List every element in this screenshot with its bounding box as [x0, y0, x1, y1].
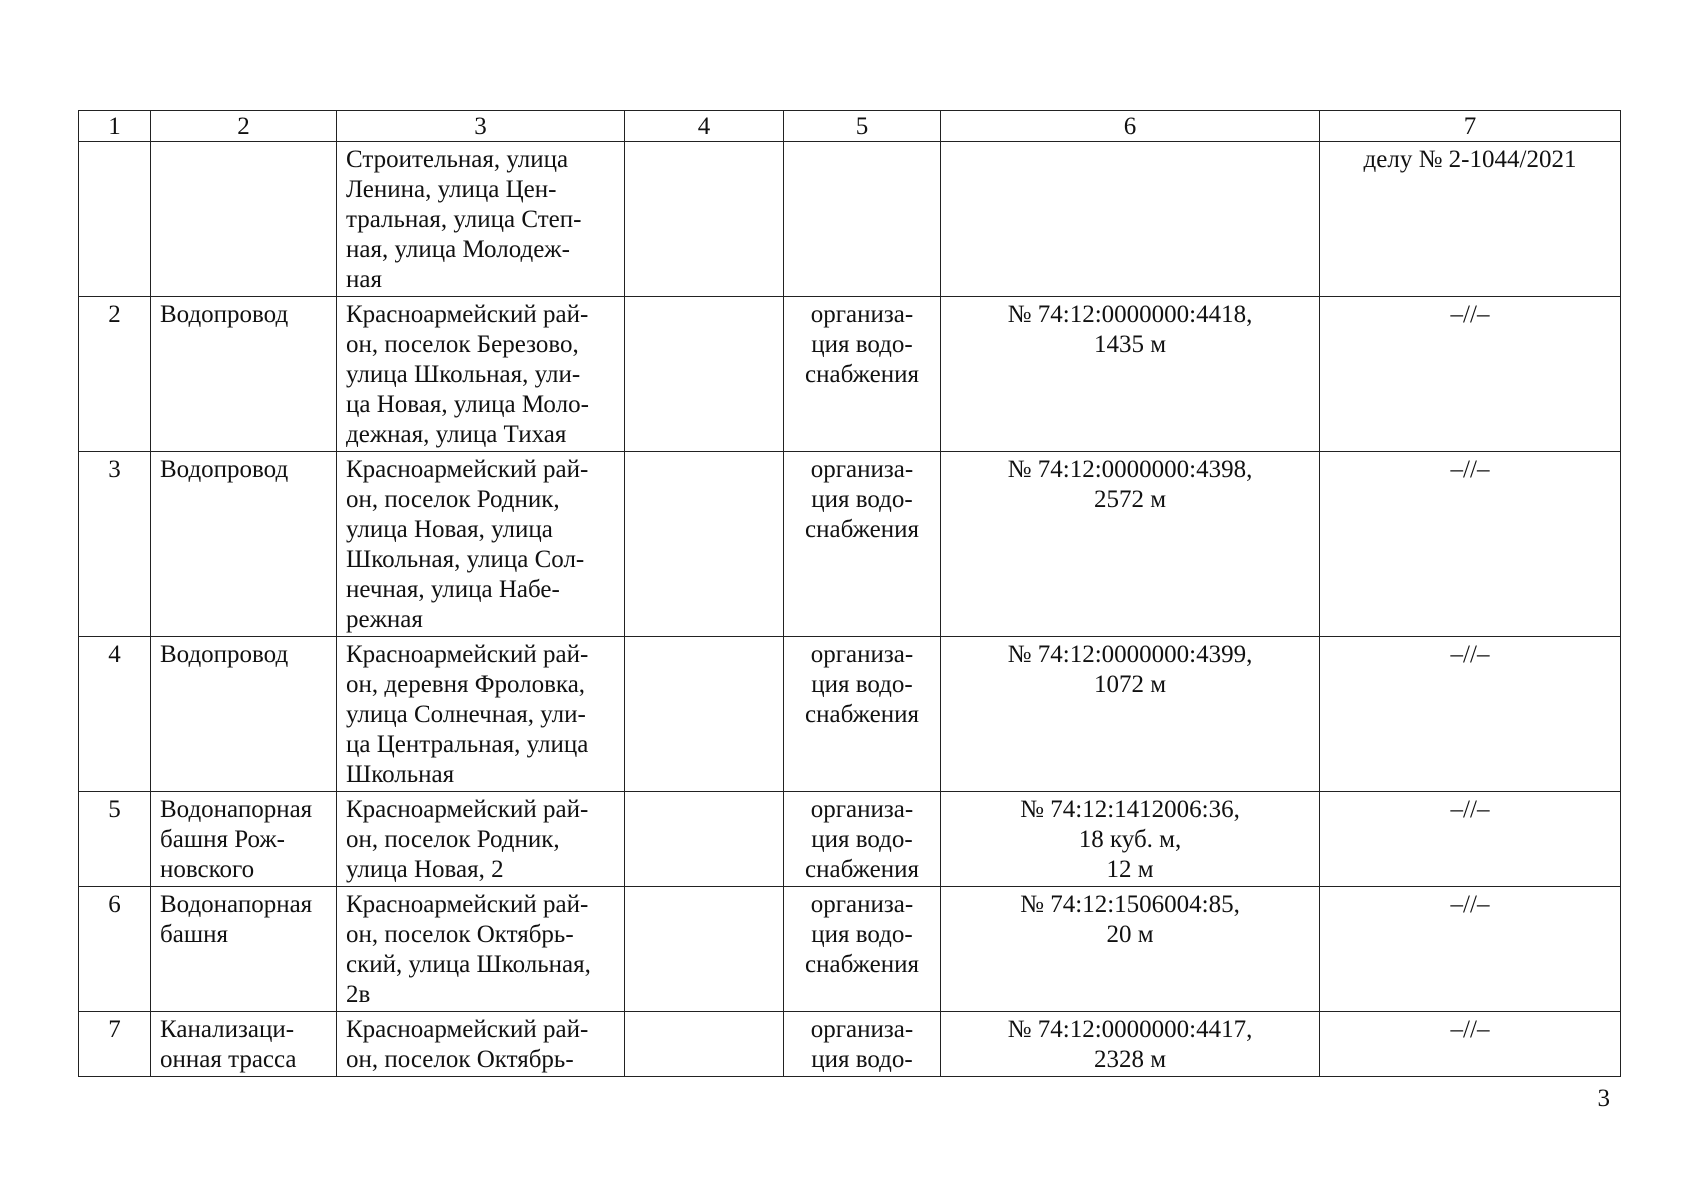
organization-cell — [784, 142, 941, 297]
address-line: ца Центральная, улица — [346, 731, 589, 758]
cadastral-number-line: 2572 м — [1093, 486, 1167, 513]
row-number-cell — [79, 792, 151, 887]
address-line: Красноармейский рай- — [346, 641, 589, 668]
object-name-line: онная трасса — [160, 1046, 297, 1073]
page-number: 3 — [1597, 1085, 1610, 1112]
address-cell — [337, 792, 625, 887]
note-line: делу № 2-1044/2021 — [1363, 146, 1577, 173]
object-name-cell — [151, 792, 337, 887]
note-cell — [1320, 452, 1621, 637]
address-cell — [337, 637, 625, 792]
address-cell — [337, 142, 625, 297]
address-line: он, поселок Октябрь- — [346, 921, 574, 948]
organization-line: ция водо- — [811, 486, 913, 513]
organization-line: организа- — [810, 301, 914, 328]
column-4-cell — [625, 792, 784, 887]
organization-cell — [784, 452, 941, 637]
address-line: ский, улица Школьная, — [346, 951, 591, 978]
cadastral-number-cell — [941, 637, 1320, 792]
address-line: он, поселок Родник, — [346, 826, 560, 853]
row-number-text: 7 — [108, 1016, 121, 1043]
organization-line: ция водо- — [811, 1046, 913, 1073]
note-cell — [1320, 1012, 1621, 1077]
address-cell — [337, 1012, 625, 1077]
organization-line: организа- — [810, 796, 914, 823]
address-line: Красноармейский рай- — [346, 1016, 589, 1043]
object-name-cell — [151, 887, 337, 1012]
address-line: улица Новая, 2 — [346, 856, 504, 883]
cadastral-number-line: 20 м — [1106, 921, 1154, 948]
note-line: –//– — [1450, 641, 1490, 668]
object-name-line: Канализаци- — [160, 1016, 295, 1043]
cadastral-number-cell — [941, 792, 1320, 887]
table-row — [79, 792, 1621, 887]
address-line: Ленина, улица Цен- — [346, 176, 557, 203]
row-number-text: 2 — [108, 301, 121, 328]
table-body — [79, 142, 1621, 1077]
organization-cell — [784, 297, 941, 452]
cadastral-number-line: № 74:12:0000000:4398, — [1007, 456, 1253, 483]
cadastral-number-cell — [941, 887, 1320, 1012]
address-line: 2в — [346, 981, 371, 1008]
table-row — [79, 887, 1621, 1012]
cadastral-number-line: 1072 м — [1093, 671, 1167, 698]
cadastral-number-cell — [941, 142, 1320, 297]
cadastral-number-line: № 74:12:0000000:4417, — [1007, 1016, 1253, 1043]
note-line: –//– — [1450, 456, 1490, 483]
organization-cell — [784, 1012, 941, 1077]
address-line: Красноармейский рай- — [346, 301, 589, 328]
organization-line: снабжения — [805, 951, 919, 978]
address-line: тральная, улица Степ- — [346, 206, 582, 233]
row-number-text: 3 — [108, 456, 121, 483]
address-line: дежная, улица Тихая — [346, 421, 567, 448]
address-line: ца Новая, улица Моло- — [346, 391, 589, 418]
organization-line: снабжения — [805, 701, 919, 728]
note-cell — [1320, 637, 1621, 792]
cadastral-number-line: № 74:12:1412006:36, — [1020, 796, 1240, 823]
address-line: он, поселок Октябрь- — [346, 1046, 574, 1073]
object-name-line: башня — [160, 921, 228, 948]
object-name-line: Водонапорная — [160, 796, 313, 823]
row-number-text: 6 — [108, 891, 121, 918]
cadastral-number-cell — [941, 452, 1320, 637]
object-name-line: Водопровод — [160, 641, 289, 668]
note-cell — [1320, 887, 1621, 1012]
cadastral-number-cell — [941, 297, 1320, 452]
organization-line: снабжения — [805, 516, 919, 543]
address-line: нечная, улица Набе- — [346, 576, 560, 603]
organization-line: ция водо- — [811, 331, 913, 358]
address-line: ная, улица Молодеж- — [346, 236, 570, 263]
organization-line: ция водо- — [811, 671, 913, 698]
organization-line: организа- — [810, 891, 914, 918]
column-number-4: 4 — [625, 111, 784, 142]
address-cell — [337, 452, 625, 637]
registry-table — [78, 110, 1621, 1077]
table-row — [79, 637, 1621, 792]
organization-cell — [784, 637, 941, 792]
address-line: он, деревня Фроловка, — [346, 671, 586, 698]
table-row — [79, 1012, 1621, 1077]
object-name-cell — [151, 452, 337, 637]
cadastral-number-line: 1435 м — [1093, 331, 1167, 358]
column-number-5: 5 — [784, 111, 941, 142]
column-4-cell — [625, 142, 784, 297]
column-number-6: 6 — [941, 111, 1320, 142]
address-cell — [337, 297, 625, 452]
organization-cell — [784, 792, 941, 887]
column-4-cell — [625, 297, 784, 452]
address-line: ная — [346, 266, 382, 293]
note-line: –//– — [1450, 301, 1490, 328]
row-number-cell — [79, 1012, 151, 1077]
column-number-2: 2 — [151, 111, 337, 142]
organization-line: снабжения — [805, 361, 919, 388]
cadastral-number-cell — [941, 1012, 1320, 1077]
address-line: улица Солнечная, ули- — [346, 701, 586, 728]
note-cell — [1320, 142, 1621, 297]
address-line: Красноармейский рай- — [346, 891, 589, 918]
object-name-line: Водонапорная — [160, 891, 313, 918]
object-name-cell — [151, 637, 337, 792]
note-line: –//– — [1450, 891, 1490, 918]
row-number-text: 5 — [108, 796, 121, 823]
address-cell — [337, 887, 625, 1012]
organization-line: организа- — [810, 641, 914, 668]
address-line: режная — [346, 606, 423, 633]
column-4-cell — [625, 887, 784, 1012]
address-line: улица Школьная, ули- — [346, 361, 581, 388]
column-4-cell — [625, 637, 784, 792]
cadastral-number-line: № 74:12:1506004:85, — [1020, 891, 1240, 918]
cadastral-number-line: 18 куб. м, — [1078, 826, 1182, 853]
column-number-1: 1 — [79, 111, 151, 142]
note-cell — [1320, 792, 1621, 887]
organization-line: снабжения — [805, 856, 919, 883]
row-number-cell — [79, 637, 151, 792]
address-line: Школьная — [346, 761, 455, 788]
note-line: –//– — [1450, 796, 1490, 823]
row-number-cell — [79, 297, 151, 452]
organization-line: организа- — [810, 456, 914, 483]
address-line: он, поселок Березово, — [346, 331, 579, 358]
address-line: Красноармейский рай- — [346, 796, 589, 823]
object-name-line: Водопровод — [160, 301, 289, 328]
object-name-cell — [151, 297, 337, 452]
organization-line: ция водо- — [811, 921, 913, 948]
address-line: он, поселок Родник, — [346, 486, 560, 513]
column-number-row — [79, 111, 1621, 142]
address-line: Школьная, улица Сол- — [346, 546, 585, 573]
column-4-cell — [625, 452, 784, 637]
column-number-3: 3 — [337, 111, 625, 142]
object-name-line: новского — [160, 856, 255, 883]
address-line: Строительная, улица — [346, 146, 569, 173]
column-number-7: 7 — [1320, 111, 1621, 142]
column-4-cell — [625, 1012, 784, 1077]
object-name-cell — [151, 1012, 337, 1077]
note-line: –//– — [1450, 1016, 1490, 1043]
object-name-cell — [151, 142, 337, 297]
note-cell — [1320, 297, 1621, 452]
object-name-line: башня Рож- — [160, 826, 285, 853]
cadastral-number-line: 2328 м — [1093, 1046, 1167, 1073]
table-row — [79, 297, 1621, 452]
table-row — [79, 452, 1621, 637]
organization-cell — [784, 887, 941, 1012]
row-number-cell — [79, 452, 151, 637]
row-number-text: 4 — [108, 641, 121, 668]
cadastral-number-line: 12 м — [1106, 856, 1154, 883]
address-line: улица Новая, улица — [346, 516, 553, 543]
object-name-line: Водопровод — [160, 456, 289, 483]
cadastral-number-line: № 74:12:0000000:4399, — [1007, 641, 1253, 668]
row-number-cell — [79, 142, 151, 297]
organization-line: ция водо- — [811, 826, 913, 853]
table-row — [79, 142, 1621, 297]
cadastral-number-line: № 74:12:0000000:4418, — [1007, 301, 1253, 328]
organization-line: организа- — [810, 1016, 914, 1043]
row-number-cell — [79, 887, 151, 1012]
address-line: Красноармейский рай- — [346, 456, 589, 483]
